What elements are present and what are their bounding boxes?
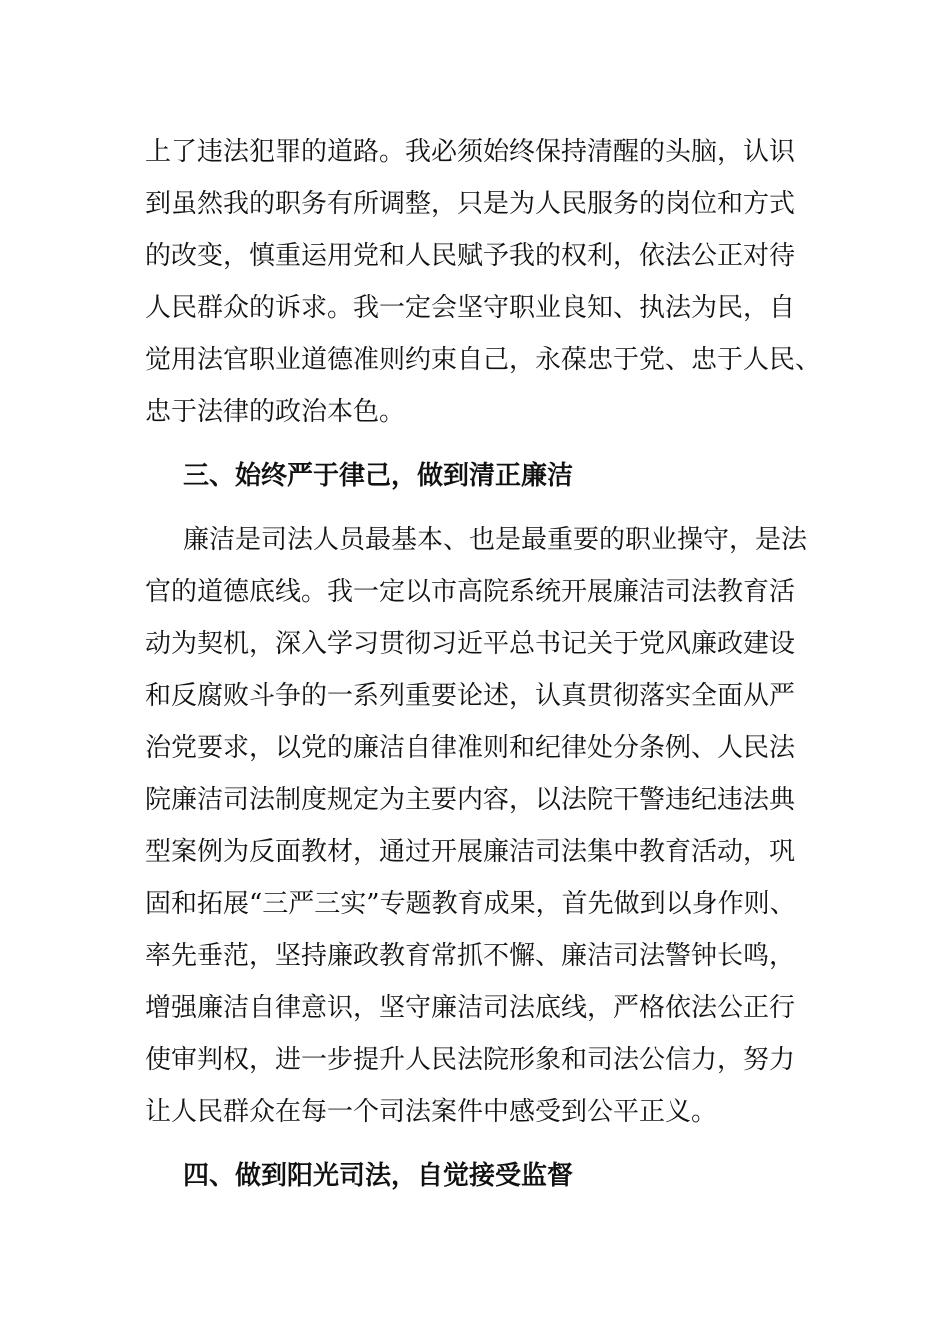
text-line: 上了违法犯罪的道路。我必须始终保持清醒的头脑，认识	[145, 137, 796, 167]
text-line: 院廉洁司法制度规定为主要内容，以法院干警违纪违法典	[145, 785, 796, 815]
text-line: 到虽然我的职务有所调整，只是为人民服务的岗位和方式	[145, 189, 796, 219]
section-heading-4: 四、做到阳光司法，自觉接受监督	[183, 1161, 574, 1191]
text-line: 廉洁是司法人员最基本、也是最重要的职业操守，是法	[183, 525, 808, 555]
paragraph-integrity	[145, 514, 808, 1138]
document-body	[145, 126, 822, 1202]
text-line: 增强廉洁自律意识，坚守廉洁司法底线，严格依法公正行	[145, 993, 796, 1023]
text-line: 让人民群众在每一个司法案件中感受到公平正义。	[145, 1097, 718, 1127]
text-line: 忠于法律的政治本色。	[145, 397, 406, 427]
text-line: 动为契机，深入学习贯彻习近平总书记关于党风廉政建设	[145, 629, 796, 659]
text-line: 官的道德底线。我一定以市高院系统开展廉洁司法教育活	[145, 577, 796, 607]
text-line: 使审判权，进一步提升人民法院形象和司法公信力，努力	[145, 1045, 796, 1075]
text-line: 觉用法官职业道德准则约束自己，永葆忠于党、忠于人民、	[145, 345, 822, 375]
text-line: 和反腐败斗争的一系列重要论述，认真贯彻落实全面从严	[145, 681, 796, 711]
text-line: 型案例为反面教材，通过开展廉洁司法集中教育活动，巩	[145, 837, 796, 867]
text-line: 固和拓展“三严三实”专题教育成果，首先做到以身作则、	[145, 889, 796, 919]
section-heading-3: 三、始终严于律己，做到清正廉洁	[183, 461, 574, 491]
text-line: 人民群众的诉求。我一定会坚守职业良知、执法为民，自	[145, 293, 796, 323]
paragraph-continuation	[145, 126, 822, 438]
text-line: 率先垂范，坚持廉政教育常抓不懈、廉洁司法警钟长鸣，	[145, 941, 796, 971]
text-line: 的改变，慎重运用党和人民赋予我的权利，依法公正对待	[145, 241, 796, 271]
text-line: 治党要求，以党的廉洁自律准则和纪律处分条例、人民法	[145, 733, 796, 763]
